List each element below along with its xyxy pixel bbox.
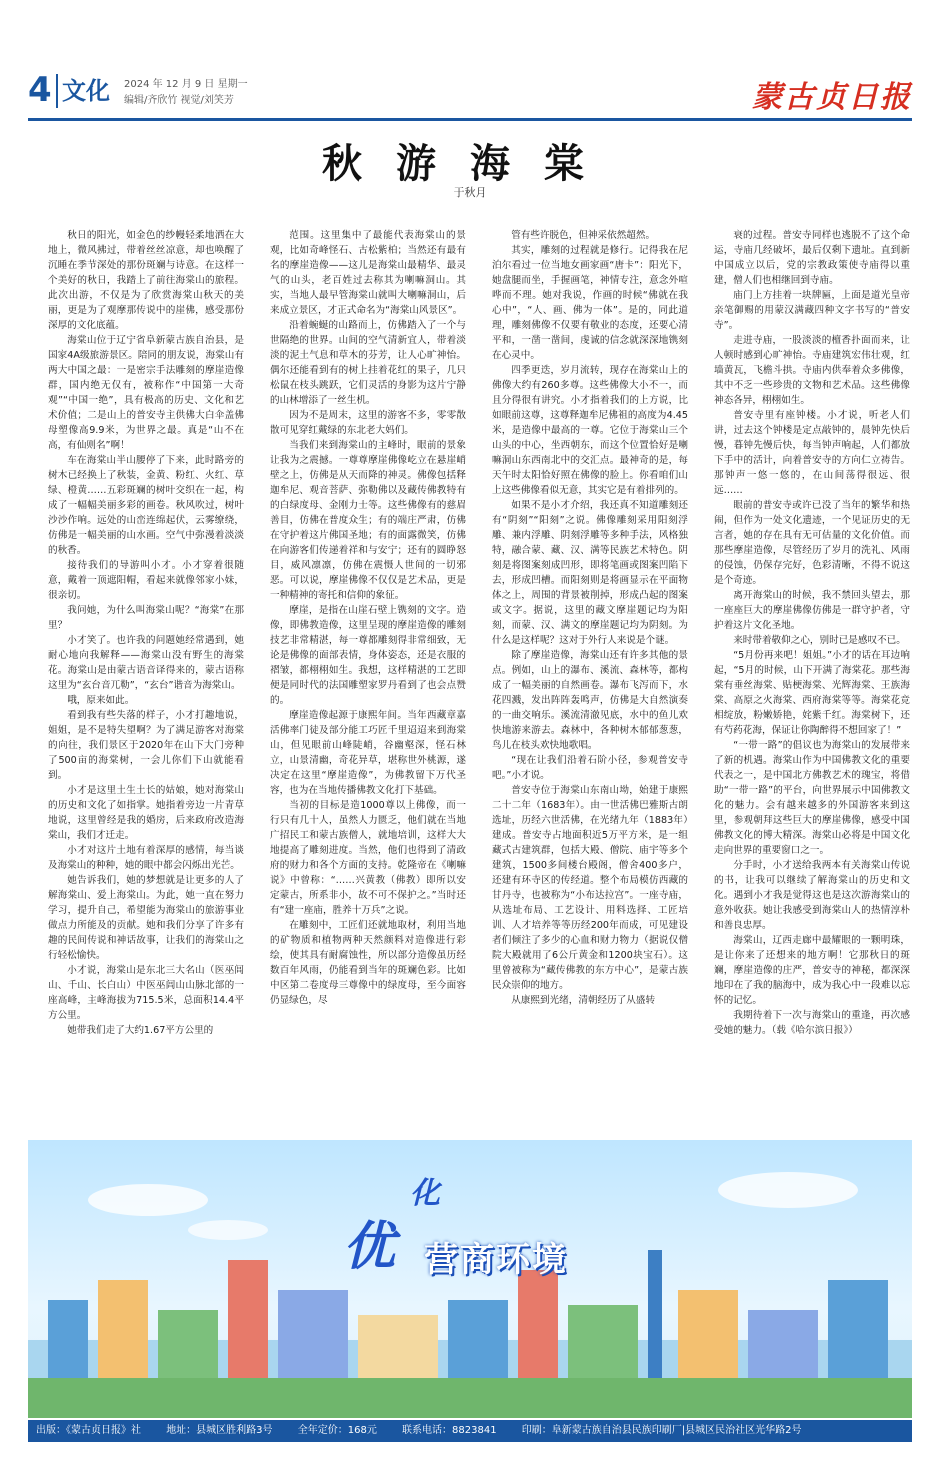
paragraph: 从康熙到光绪，清朝经历了从盛转 <box>511 995 656 1006</box>
paragraph: 海棠山，辽西走廊中最耀眼的一颗明珠，是让你来了还想来的地方啊！它那秋日的斑斓，摩崖造像的庄严，普安寺的神秘，都深深地印在了我的脑海中，成为我心中一段难以忘怀的记忆。 <box>714 935 910 1006</box>
paragraph: 秋日的阳光，如金色的纱幔轻柔地洒在大地上，微风拂过，带着丝丝凉意，却也唤醒了沉睡在季节深处的那份斑斓与诗意。在这样一个美好的秋日，我踏上了前往海棠山的旅程。此次出游，不仅是为了欣赏海棠山秋天的美丽，更是为了观摩那传说中的崖佛，感受那份深厚的文化底蕴。 <box>48 230 244 331</box>
paragraph: 如果不是小才介绍，我还真不知道雕刻还有“阴刻”“阳刻”之说。佛像雕刻采用阳刻浮雕、兼内浮雕、阴刻浮雕等多种手法，风格独特，融合蒙、藏、汉、满等民族艺术特色。阴刻是将图案刻成凹形，即将笔画或图案凹陷下去，形成凹槽。而阳刻则是将画显示在平面物体之上，周围的背景被削掉，形成凸起的图案或文字。据说，这里的藏文摩崖题记均为阳刻，而蒙、汉、满文的摩崖题记均为阴刻。为什么是这样呢？这对于外行人来说是个谜。 <box>492 500 688 646</box>
paragraph: 当初的目标是造1000尊以上佛像，而一行只有几十人，虽然人力匮乏，他们就在当地广招民工和蒙古族僧人，就地培训，这样大大地提高了雕刻进度。当然，他们也得到了清政府的财力和各个方面的支持。乾隆帝在《喇嘛说》中曾称：“……兴黄教（佛教）即所以安定蒙古，所系非小，故不可不保护之。”当时还有“建一座庙，胜养十万兵”之说。 <box>270 800 466 916</box>
paragraph: 接待我们的导游叫小才。小才穿着很随意，戴着一顶遮阳帽，看起来就像邻家小妹，很亲切。 <box>48 560 244 601</box>
banner-slogan-main: 营商环境 <box>424 1240 568 1280</box>
paragraph: “一带一路”的倡议也为海棠山的发展带来了新的机遇。海棠山作为中国佛教文化的重要代表之一，是中国北方佛教艺术的瑰宝，将借助“一带一路”的平台，向世界展示中国佛教文化的魅力。会有越来越多的外国游客来到这里，参观朝拜这些巨大的摩崖佛像，感受中国佛教文化的博大精深。海棠山必将是中国文化走向世界的重要窗口之一。 <box>714 740 910 856</box>
paragraph: 衰的过程。普安寺同样也逃脱不了这个命运，寺庙几经破坏，最后仅剩下遗址。直到新中国成立以后，党的宗教政策使寺庙得以重建，僧人们也相继回到寺庙。 <box>714 230 910 286</box>
paragraph: 分手时，小才送给我两本有关海棠山传说的书，让我可以继续了解海棠山的历史和文化。遇到小才我是觉得这也是这次游海棠山的意外收获。她让我感受到海棠山人的热情淳朴和善良忠厚。 <box>714 860 910 931</box>
paragraph: 当我们来到海棠山的主峰时，眼前的景象让我为之震撼。一尊尊摩崖佛像屹立在悬崖峭壁之上，仿佛是从天而降的神灵。佛像包括释迦牟尼、观音菩萨、弥勒佛以及藏传佛教特有的白绿度母、金刚力士等。这些佛像有的慈眉善目，仿佛在普度众生；有的端庄严肃，仿佛在守护着这片佛国圣地；有的面露微笑，仿佛在向游客们传递着祥和与安宁；还有的圆睁怒目，威风凛凛，仿佛在震慑人世间的一切邪恶。可以说，摩崖佛像不仅仅是艺术品，更是一种精神的寄托和信仰的象征。 <box>270 440 466 601</box>
paragraph: 摩崖，是指在山崖石壁上镌刻的文字。造像，即佛教造像，这里呈现的摩崖造像的雕刻技艺非常精湛，每一尊都雕刻得非常细致，无论是佛像的面部表情，身体姿态，还是衣服的褶皱，都栩栩如生。我想，这样精湛的工艺即便是同时代的法国雕塑家罗丹看到了也会点赞的。 <box>270 605 466 706</box>
paragraph: 她带我们走了大约1.67平方公里的 <box>67 1025 214 1036</box>
editors-line: 编辑/齐欣竹 视觉/刘笑芳 <box>124 95 234 106</box>
paragraph: 我问她，为什么叫海棠山呢？“海棠”在那里？ <box>48 605 244 631</box>
paragraph: 管有些许脱色，但神采依然超然。 <box>511 230 656 241</box>
column-4 <box>714 228 910 1132</box>
page-footer <box>28 1420 912 1442</box>
section-name: 文化 <box>62 77 110 105</box>
page-number: 4 <box>28 70 52 110</box>
ad-banner <box>28 1140 912 1418</box>
footer-printer: 印刷：阜新蒙古族自治县民族印刷厂|县城区民治社区光华路2号 <box>521 1425 802 1436</box>
banner-slogan-big: 优 <box>343 1217 396 1277</box>
paragraph: “5月份再来吧！姐姐。”小才的话在耳边响起，“5月的时候，山下开满了海棠花。那些海棠有垂丝海棠、贴梗海棠、光辉海棠、王族海棠、高原之火海棠、西府海棠等等。海棠花竞相绽放，粉嫩娇艳，姹紫千红。海棠树下，还有芍药花海，保证让你陶醉得不想回家了！” <box>714 650 910 736</box>
column-3 <box>492 228 688 1132</box>
paragraph: 摩崖造像起源于康熙年间。当年西藏章嘉活佛率门徒及部分能工巧匠千里迢迢来到海棠山，但见眼前山峰陡峭，谷幽壑深，怪石林立，山景清幽，奇花异草，堪称世外桃源，遂决定在这里“摩崖造像”，为佛教留下万代圣容，也为在当地传播佛教文化打下基础。 <box>270 710 466 796</box>
header-divider <box>56 74 58 108</box>
paragraph: 小才笑了。也许我的问题她经常遇到，她耐心地向我解释——海棠山没有野生的海棠花。海棠山是由蒙古语音译得来的，蒙古语称这里为“玄台音兀勒”，“玄台”谐音为海棠山。 <box>48 635 244 691</box>
paragraph: 小才是这里土生土长的姑娘，她对海棠山的历史和文化了如指掌。她指着旁边一片青草地说，这里曾经是我的婚房，后来政府改造海棠山，我们才迁走。 <box>48 785 244 841</box>
paragraph: 离开海棠山的时候，我不禁回头望去，那一座座巨大的摩崖佛像仿佛是一群守护者，守护着这片文化圣地。 <box>714 590 910 631</box>
paragraph: 走进寺庙，一股淡淡的檀香扑面而来，让人顿时感到心旷神怡。寺庙建筑宏伟壮观，红墙黄瓦，飞檐斗拱。寺庙内供奉着众多佛像，其中不乏一些珍贵的文物和艺术品。这些佛像神态各异，栩栩如生。 <box>714 335 910 406</box>
article-title: 秋游海棠 <box>322 140 618 187</box>
paragraph: 哦，原来如此。 <box>67 695 135 706</box>
paragraph: 普安寺里有座钟楼。小才说，听老人们讲，过去这个钟楼是定点敲钟的，晨钟先快后慢，暮钟先慢后快，每当钟声响起，人们都放下手中的活计，向着普安寺的方向仁立祷告。那钟声一悠一悠的，在山间荡得很远、很远…… <box>714 410 910 496</box>
dateline: 2024 年 12 月 9 日 星期一 <box>124 79 248 90</box>
paragraph: “现在让我们沿着石阶小径，参观普安寺吧。”小才说。 <box>492 755 688 781</box>
paragraph: 庙门上方挂着一块牌匾，上面是道光皇帝亲笔御赐的用蒙汉满藏四种文字书写的“普安寺”。 <box>714 290 910 331</box>
header-rule <box>28 118 912 121</box>
column-2 <box>270 228 466 1132</box>
paragraph: 小才对这片土地有着深厚的感情，每当谈及海棠山的种种，她的眼中都会闪烁出光芒。 <box>48 845 244 871</box>
paragraph: 看到我有些失落的样子，小才打趣地说，姐姐，是不是特失望啊？为了满足游客对海棠的向往，我们景区于2020年在山下大门旁种了500亩的海棠树，一会儿你们下山就能看到。 <box>48 710 244 781</box>
paragraph: 四季更迭，岁月流转，现存在海棠山上的佛像大约有260多尊。这些佛像大小不一，而且分得很有讲究。小才指着我们的上方说，比如眼前这尊，这尊释迦牟尼佛祖的高度为4.45米，是造像中最高的一尊。它位于海棠山三个山头的中心，坐西朝东，而这个位置恰好是喇嘛洞山东西南北中的交汇点。最神奇的是，每天午时太阳恰好照在佛像的脸上。你看咱们山上这些佛像看似无意，其实它是有着排列的。 <box>492 365 688 496</box>
page-header <box>28 70 912 116</box>
paragraph: 其实，雕刻的过程就是修行。记得我在尼泊尔看过一位当地女画家画“唐卡”：阳光下，她盘腿而坐，手握画笔，神情专注，意念外喧哗而不理。她对我说，作画的时候“佛就在我心中”，“人、画、佛为一体”。是的，同此道理，雕刻佛像不仅要有敬业的态度，还要心清平和，一凿一凿间，虔诚的信念就深深地镌刻在心灵中。 <box>492 245 688 361</box>
article-author: 于秋月 <box>453 186 487 199</box>
paragraph: 除了摩崖造像，海棠山还有许多其他的景点。例如，山上的瀑布、溪流、森林等，都构成了一幅美丽的自然画卷。瀑布飞泻而下，水花四溅，发出阵阵轰鸣声，仿佛是大自然演奏的一曲交响乐。溪流清澈见底，水中的鱼儿欢快地游来游去。森林中，各种树木郁郁葱葱，鸟儿在枝头欢快地歌唱。 <box>492 650 688 751</box>
paragraph: 沿着蜿蜒的山路而上，仿佛踏入了一个与世隔绝的世界。山间的空气清新宜人，带着淡淡的泥土气息和草木的芬芳，让人心旷神怡。偶尔还能看到有的树上挂着花红的果子，几只松鼠在枝头跳跃，它们灵活的身影为这片宁静的山林增添了一丝生机。 <box>270 320 466 406</box>
banner-slogan-small: 化 <box>410 1176 440 1211</box>
footer-price: 全年定价：168元 <box>297 1425 377 1436</box>
masthead-logo: 蒙古贞日报 <box>752 80 912 115</box>
footer-address: 地址：县城区胜利路3号 <box>166 1425 273 1436</box>
paragraph: 范围。这里集中了最能代表海棠山的景观，比如奇峰怪石、古松紫柏；当然还有最有名的摩崖造像——这儿是海棠山最精华、最灵气的山头，老百姓过去称其为喇嘛洞山。其实，当地人最早管海棠山就叫大喇嘛洞山，后来成立景区，才正式命名为“海棠山风景区”。 <box>270 230 466 316</box>
paragraph: 在雕刻中，工匠们还就地取材，利用当地的矿物质和植物两种天然颜料对造像进行彩绘，使其具有耐腐蚀性，所以部分造像虽历经数百年风雨，仍能看到当年的斑斓色彩。比如中区第二卷度母三尊像中的绿度母，至今面容仍显绿色，尽 <box>270 920 466 1006</box>
paragraph: 小才说，海棠山是东北三大名山（医巫闾山、千山、长白山）中医巫闾山山脉北部的一座高峰，主峰海拔为715.5米，总面积14.4平方公里。 <box>48 965 244 1021</box>
paragraph: 海棠山位于辽宁省阜新蒙古族自治县，是国家4A级旅游景区。陪同的朋友说，海棠山有两大中国之最：一是密宗手法雕刻的摩崖造像群，国内绝无仅有，被称作“中国第一大奇观”“中国一绝”，具有极高的历史、文化和艺术价值；二是山上的普安寺主供佛大白伞盖佛母塑像高9.9米，为世界之最。真是“山不在高，有仙则名”啊！ <box>48 335 244 451</box>
article-body <box>48 228 912 1132</box>
paragraph: 车在海棠山半山腰停了下来，此时路旁的树木已经换上了秋装，金黄、粉红、火红、草绿、橙黄……五彩斑斓的树叶交织在一起，构成了一幅幅美丽多彩的画卷。秋风吹过，树叶沙沙作响。远处的山峦连绵起伏，云雾缭绕，仿佛是一幅美丽的山水画。空气中弥漫着淡淡的秋香。 <box>48 455 244 556</box>
footer-phone: 联系电话：8823841 <box>402 1425 497 1436</box>
paragraph: 来时带着敬仰之心，别时已是感叹不已。 <box>733 635 906 646</box>
paragraph: 我期待着下一次与海棠山的重逢，再次感受她的魅力。（载《哈尔滨日报》） <box>714 1010 910 1036</box>
paragraph: 眼前的普安寺或许已没了当年的繁华和热闹，但作为一处文化遗迹，一个见证历史的无言者，她的存在具有无可估量的文化价值。而那些摩崖造像，尽管经历了岁月的洗礼、风雨的侵蚀，仍保存完好，色彩清晰，不得不说这是个奇迹。 <box>714 500 910 586</box>
paragraph: 普安寺位于海棠山东南山坳，始建于康熙二十二年（1683年）。由一世活佛巴雅斯古朗选址，历经六世活佛，在光绪九年（1883年）建成。普安寺占地面积近5万平方米，是一组藏式古建筑群，包括大殿、僧院、庙宇等多个建筑，1500多间楼台殿阁，僧舍400多户，还建有环寺区的传经道。整个布局模仿西藏的甘丹寺，也被称为“小布达拉宫”。一座寺庙，从选址布局、工艺设计、用料选择、工匠培训、人才培养等等历经200年而成，可见建设者们倾注了多少的心血和财力物力（据说仅僧院大殿就用了6公斤黄金和1200块宝石）。这里曾被称为“藏传佛教的东方中心”，是蒙古族民众崇仰的地方。 <box>492 785 688 991</box>
paragraph: 因为不是周末，这里的游客不多，零零散散可见穿红戴绿的东北老大妈们。 <box>270 410 466 436</box>
column-1 <box>48 228 244 1132</box>
footer-publisher: 出版：《蒙古贞日报》社 <box>36 1425 141 1436</box>
paragraph: 她告诉我们，她的梦想就是让更多的人了解海棠山、爱上海棠山。为此，她一直在努力学习，提升自己，希望能为海棠山的旅游事业做点力所能及的贡献。她和我们分享了许多有趣的民间传说和神话故事，让我们的海棠山之行轻松愉快。 <box>48 875 244 961</box>
